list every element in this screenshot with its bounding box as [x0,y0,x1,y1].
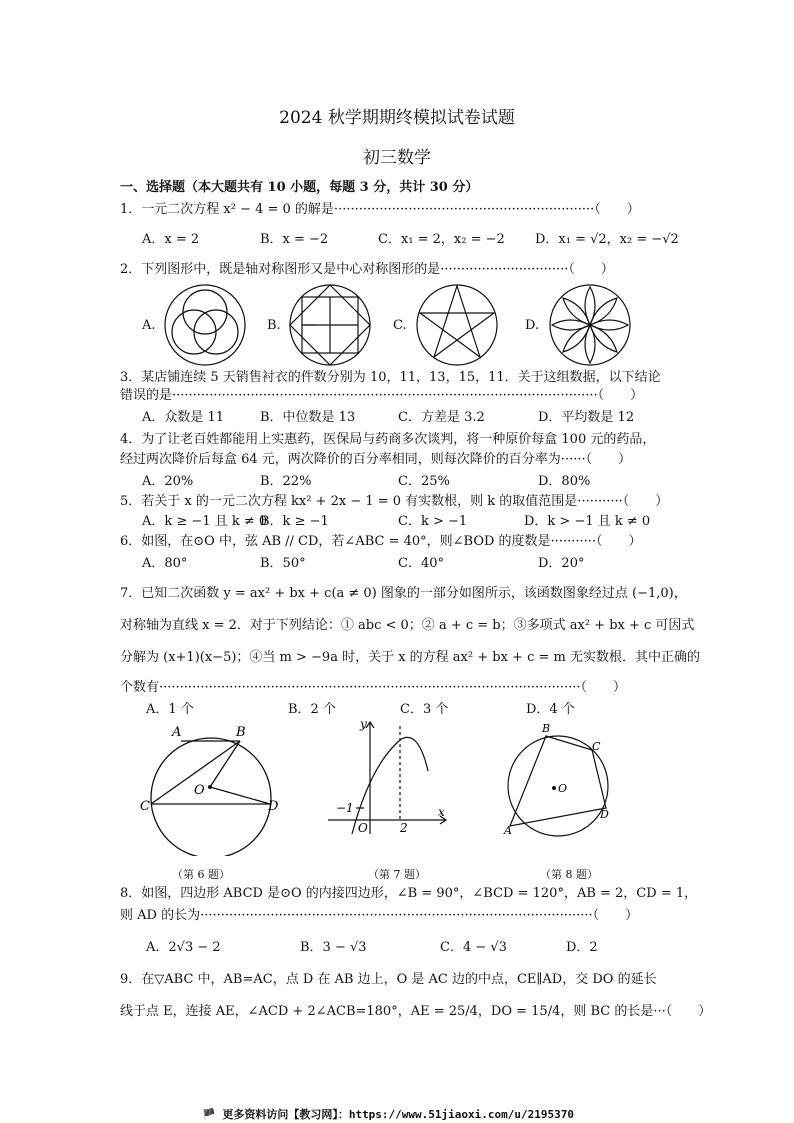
fig8-label-c: C [592,740,601,753]
q3-option-a: A．众数是 11 [142,410,225,425]
fig6-label-a: A [172,725,182,740]
q4-option-d: D．80% [538,474,591,489]
figure-7 [320,716,450,836]
fig6-label-d: D [268,799,279,814]
q2-figure-d [547,282,633,368]
q9-stem-line2: 线于点 E，连接 AE，∠ACD + 2∠ACB=180°，AE = 25/4，DO = 15/4，则 BC 的长是···（ ） [120,1004,712,1019]
q5-option-a: A．k ≥ −1 且 k ≠ 0 [142,514,268,529]
q2-option-b: B. [267,318,281,333]
figure-8 [500,722,618,840]
q7-stem-line3: 分解为 (x+1)(x−5)；④当 m > −9a 时，关于 x 的方程 ax² + bx + c = m 无实数根．其中正确的 [120,650,700,665]
q3-option-b: B．中位数是 13 [260,410,356,425]
fig8-label-d: D [600,808,609,821]
q5-stem: 5．若关于 x 的一元二次方程 kx² + 2x − 1 = 0 有实数根，则 k 的取值范围是···········（ ） [120,494,669,509]
q6-stem: 6．如图，在⊙O 中，弦 AB // CD，若∠ABC = 40°，则∠BOD 的度数是···········（ ） [120,534,642,549]
q8-option-b: B．3 − √3 [300,940,367,955]
figure-6-caption: （第 6 题） [172,868,230,881]
q5-option-b: B．k ≥ −1 [260,514,329,529]
q8-option-c: C．4 − √3 [440,940,507,955]
q1-option-c: C．x₁ = 2，x₂ = −2 [378,232,505,247]
q6-option-a: A．80° [142,556,188,571]
q7-option-d: D．4 个 [526,702,575,717]
q7-stem-line1: 7．已知二次函数 y = ax² + bx + c(a ≠ 0) 图象的一部分如图所示，该函数图象经过点 (−1,0)， [120,586,687,601]
q2-figure-a [162,282,248,368]
q3-stem-line1: 3．某店铺连续 5 天销售衬衣的件数分别为 10，11，13，15，11．关于这组数据，以下结论 [120,370,661,385]
fig7-label-neg1: −1 [336,801,354,815]
q5-option-c: C．k > −1 [398,514,468,529]
fig6-label-c: C [140,799,150,814]
q8-option-d: D．2 [566,940,598,955]
q2-option-a: A. [142,318,156,333]
q7-option-a: A．1 个 [146,702,194,717]
q7-stem-line2: 对称轴为直线 x = 2．对于下列结论：① abc < 0；② a + c = b；③多项式 ax² + bx + c 可因式 [120,618,695,633]
q9-stem-line1: 9．在▽ABC 中，AB=AC，点 D 在 AB 边上，O 是 AC 边的中点，CE∥AD，交 DO 的延长 [120,972,657,987]
fig8-label-a: A [504,824,512,837]
figure-7-caption: （第 7 题） [368,868,426,881]
exam-title: 2024 秋学期期终模拟试卷试题 [279,108,515,128]
q3-option-d: D．平均数是 12 [538,410,635,425]
fig7-label-2: 2 [400,821,408,835]
figure-6 [136,722,286,856]
q2-stem: 2．下列图形中，既是轴对称图形又是中心对称图形的是·······························（ ） [120,262,614,277]
fig7-label-x: x [438,805,445,819]
q7-stem-line4: 个数有······································································································（ ） [120,680,626,695]
fig7-label-y: y [360,717,367,731]
q4-option-a: A．20% [142,474,194,489]
section-heading: 一、选择题（本大题共有 10 小题，每题 3 分，共计 30 分） [120,180,479,195]
q6-option-d: D．20° [538,556,585,571]
fig7-label-o: O [358,821,368,835]
q3-stem-line2: 错误的是·······································································································（ ） [120,388,644,403]
fig8-label-o: O [558,782,568,795]
q2-option-d: D. [525,318,540,333]
q2-figure-b [287,282,373,368]
footer-link[interactable]: 🏴 更多资料访问【教习网】：https://www.51jiaoxi.com/u/2195370 [202,1108,574,1121]
q7-option-b: B．2 个 [288,702,336,717]
q6-option-b: B．50° [260,556,306,571]
q1-stem: 1．一元二次方程 x² − 4 = 0 的解是·······························································（ ） [120,202,640,217]
q4-option-c: C．25% [398,474,450,489]
q2-option-c: C. [393,318,407,333]
q1-option-b: B．x = −2 [260,232,329,247]
q5-option-d: D．k > −1 且 k ≠ 0 [524,514,651,529]
fig6-label-b: B [236,725,246,740]
exam-subtitle: 初三数学 [363,148,431,168]
q1-option-a: A．x = 2 [142,232,200,247]
q8-option-a: A．2√3 − 2 [146,940,221,955]
q4-stem-line2: 经过两次降价后每盒 64 元，两次降价的百分率相同，则每次降价的百分率为······（ ） [120,452,632,467]
q8-stem-line1: 8．如图，四边形 ABCD 是⊙O 的内接四边形，∠B = 90°，∠BCD = 120°，AB = 2，CD = 1， [120,886,698,901]
q7-option-c: C．3 个 [400,702,449,717]
q1-option-d: D．x₁ = √2，x₂ = −√2 [535,232,679,247]
q4-stem-line1: 4．为了让老百姓都能用上实惠药，医保局与药商多次谈判，将一种原价每盒 100 元的药品， [120,432,656,447]
q2-figure-c [414,282,500,368]
q8-stem-line2: 则 AD 的长为·······························································································（ ） [120,908,639,923]
fig8-label-b: B [542,722,551,735]
q3-option-c: C．方差是 3.2 [398,410,485,425]
q4-option-b: B．22% [260,474,312,489]
figure-8-caption: （第 8 题） [540,868,598,881]
fig6-label-o: O [194,783,205,798]
q6-option-c: C．40° [398,556,444,571]
